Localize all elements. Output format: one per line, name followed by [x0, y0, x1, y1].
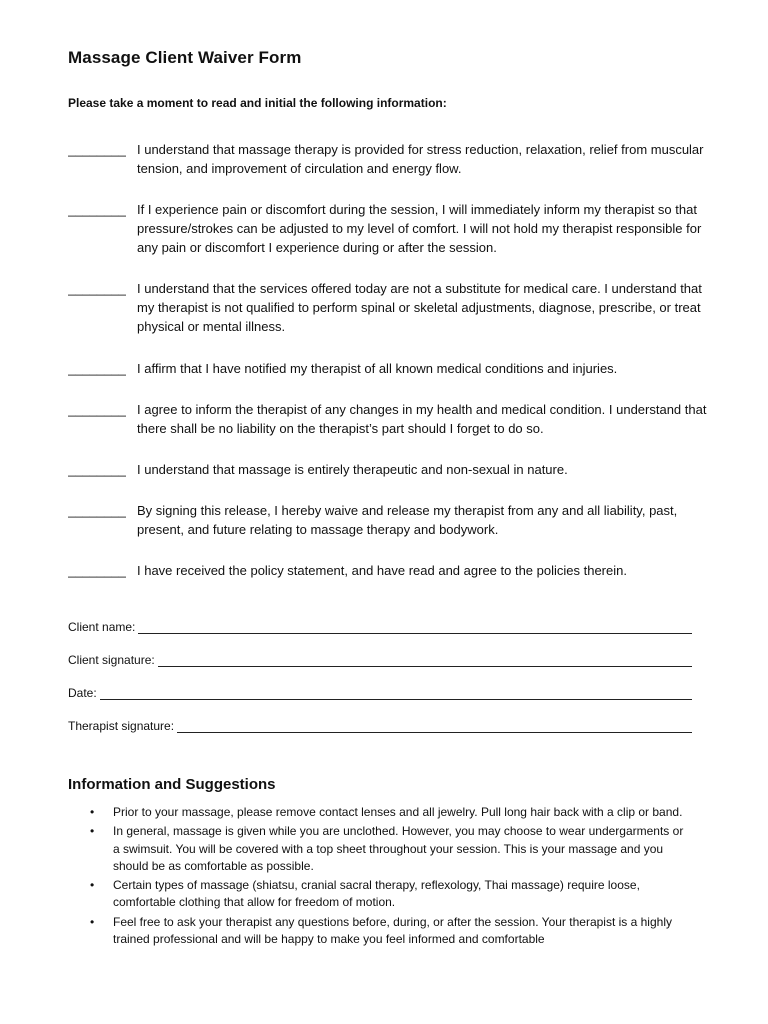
suggestions-list	[68, 804, 688, 950]
statement-text: I agree to inform the therapist of any changes in my health and medical condition. I understand that there shall be no liability on the therapist’s part should I forget to do so.	[137, 402, 707, 436]
statement-text: I understand that the services offered today are not a substitute for medical care. I understand that my therapist is not qualified to perform spinal or skeletal adjustments, diagnose, prescribe, or treat physical or mental illness.	[137, 281, 702, 334]
initial-blank[interactable]: ________	[68, 563, 126, 578]
client-name-line[interactable]	[138, 621, 692, 634]
statement-item	[68, 279, 708, 336]
intro-text: Please take a moment to read and initial the following information:	[68, 96, 447, 110]
initial-blank[interactable]: ________	[68, 281, 126, 296]
list-item	[68, 804, 688, 821]
client-name-field[interactable]	[68, 620, 692, 634]
initial-blank[interactable]: ________	[68, 402, 126, 417]
list-item	[68, 823, 688, 875]
initial-blank[interactable]: ________	[68, 503, 126, 518]
therapist-signature-label: Therapist signature:	[68, 719, 175, 733]
statement-item	[68, 460, 708, 479]
initial-blank[interactable]: ________	[68, 202, 126, 217]
initial-blank[interactable]: ________	[68, 462, 126, 477]
info-heading: Information and Suggestions	[68, 776, 276, 793]
statement-text: I have received the policy statement, and have read and agree to the policies therein.	[137, 563, 627, 578]
statement-text: If I experience pain or discomfort during the session, I will immediately inform my therapist so that pressure/strokes can be adjusted to my level of comfort. I will not hold my therapist responsible for any pain or discomfort I experience during or after the session.	[137, 202, 702, 255]
statement-item	[68, 140, 708, 178]
initial-blank[interactable]: ________	[68, 142, 126, 157]
suggestion-text: Prior to your massage, please remove contact lenses and all jewelry. Pull long hair back with a clip or band.	[113, 805, 683, 819]
bullet-icon: •	[90, 914, 95, 929]
list-item	[68, 877, 688, 912]
statement-item	[68, 561, 708, 580]
client-name-label: Client name:	[68, 620, 136, 634]
therapist-signature-field[interactable]	[68, 719, 692, 733]
date-field[interactable]	[68, 686, 692, 700]
initial-blank[interactable]: ________	[68, 361, 126, 376]
statement-text: By signing this release, I hereby waive and release my therapist from any and all liability, past, present, and future relating to massage therapy and bodywork.	[137, 503, 678, 537]
statement-text: I understand that massage is entirely therapeutic and non-sexual in nature.	[137, 462, 568, 477]
bullet-icon: •	[90, 805, 95, 819]
bullet-icon: •	[90, 824, 95, 839]
statement-item	[68, 359, 708, 378]
bullet-icon: •	[90, 878, 95, 893]
statement-text: I affirm that I have notified my therapist of all known medical conditions and injuries.	[137, 361, 618, 376]
suggestion-text: Feel free to ask your therapist any questions before, during, or after the session. Your therapist is a highly trained professional and will be happy to make you feel informed and comfortable	[113, 914, 672, 947]
suggestion-text: In general, massage is given while you are unclothed. However, you may choose to wear undergarments or a swimsuit. You will be covered with a top sheet throughout your session. This is your massage and you should be as comfortable as possible.	[113, 824, 684, 873]
list-item	[68, 914, 688, 949]
suggestion-text: Certain types of massage (shiatsu, cranial sacral therapy, reflexology, Thai massage) require loose, comfortable clothing that allow for freedom of motion.	[113, 878, 640, 910]
client-signature-field[interactable]	[68, 653, 692, 667]
statement-text: I understand that massage therapy is provided for stress reduction, relaxation, relief from muscular tension, and improvement of circulation and energy flow.	[137, 142, 704, 176]
page-title: Massage Client Waiver Form	[68, 48, 302, 67]
therapist-signature-line[interactable]	[177, 720, 692, 733]
statement-item	[68, 200, 708, 257]
date-label: Date:	[68, 686, 97, 700]
client-signature-label: Client signature:	[68, 653, 155, 667]
initial-statements	[68, 140, 708, 580]
client-signature-line[interactable]	[158, 654, 692, 667]
statement-item	[68, 501, 708, 539]
statement-item	[68, 400, 708, 438]
date-line[interactable]	[100, 687, 692, 700]
